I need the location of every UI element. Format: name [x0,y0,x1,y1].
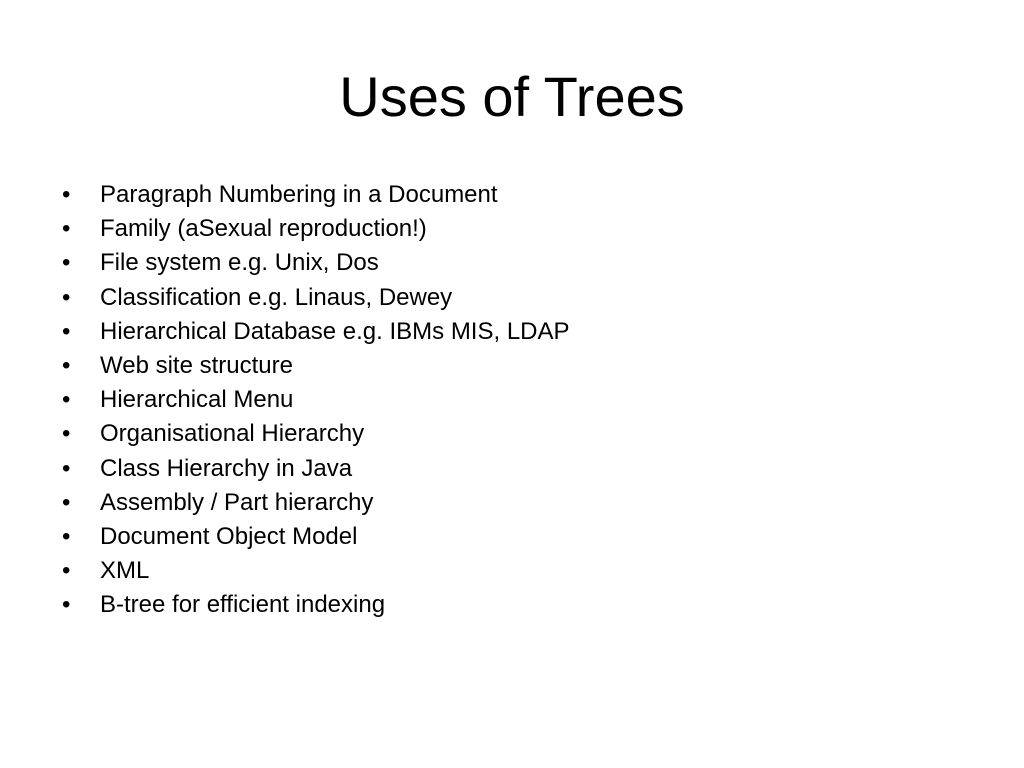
list-item [62,349,962,383]
list-item-text: Hierarchical Menu [100,386,294,414]
bullet-icon: • [62,317,71,345]
list-item [62,588,962,622]
slide-title: Uses of Trees [339,65,685,128]
bullet-icon: • [62,522,71,550]
list-item [62,315,962,349]
list-item-text: B-tree for efficient indexing [100,591,386,619]
bullet-icon: • [62,283,71,311]
bullet-icon: • [62,420,71,448]
bullet-icon: • [62,386,71,414]
list-item [62,417,962,451]
bullet-icon: • [62,351,71,379]
list-item-text: Web site structure [100,351,293,379]
bullet-icon: • [62,591,71,619]
list-item-text: Assembly / Part hierarchy [100,488,374,516]
list-item [62,178,962,212]
list-item-text: Family (aSexual reproduction!) [100,215,427,243]
bullet-list [62,178,962,622]
bullet-icon: • [62,249,71,277]
bullet-icon: • [62,557,71,585]
list-item-text: XML [100,557,150,585]
list-item [62,212,962,246]
bullet-icon: • [62,181,71,208]
list-item [62,554,962,588]
list-item [62,452,962,486]
list-item-text: Class Hierarchy in Java [100,454,353,482]
list-item [62,246,962,280]
list-item-text: File system e.g. Unix, Dos [100,249,379,277]
bullet-icon: • [62,488,71,516]
list-item-text: Hierarchical Database e.g. IBMs MIS, LDAP [100,317,570,345]
list-item-text: Document Object Model [100,522,358,550]
bullet-icon: • [62,454,71,482]
list-item [62,281,962,315]
bullet-icon: • [62,215,71,243]
list-item-text: Classification e.g. Linaus, Dewey [100,283,453,311]
list-item [62,486,962,520]
list-item-text: Organisational Hierarchy [100,420,365,448]
list-item [62,383,962,417]
list-item-text: Paragraph Numbering in a Document [100,181,498,208]
list-item [62,520,962,554]
